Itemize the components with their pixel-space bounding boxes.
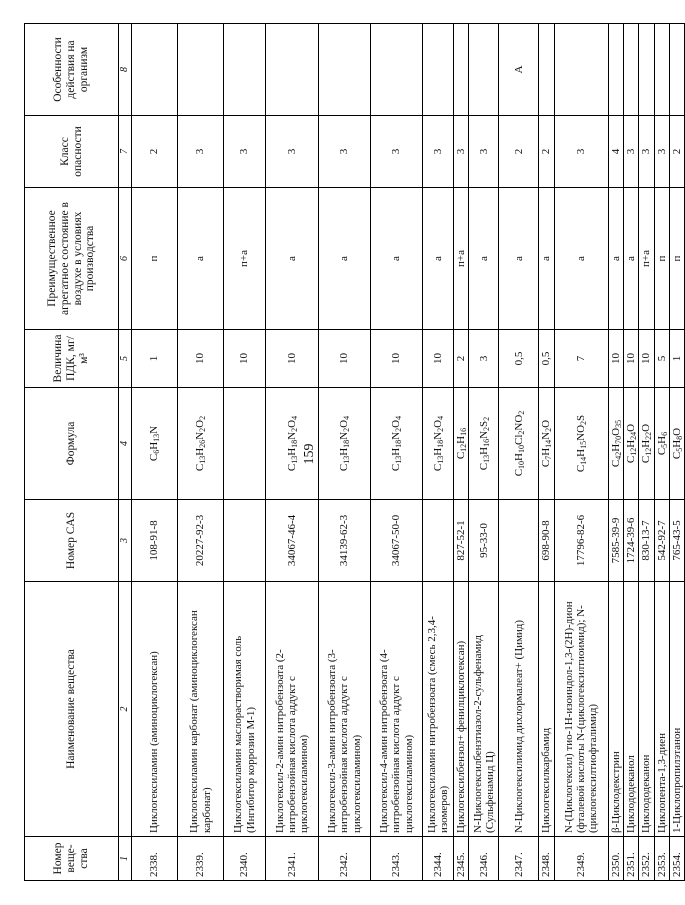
cas-number: 34139-62-3 bbox=[319, 500, 371, 582]
hazard-class: 3 bbox=[224, 116, 266, 188]
formula: $C_{12}H_{16}$ bbox=[454, 388, 469, 500]
row-number: 2350. bbox=[608, 837, 623, 881]
substance-name: N-Циклогексилимид дихлормалеат+ (Цимид) bbox=[499, 582, 539, 837]
substance-name: Циклогексиламин (аминоциклогексан) bbox=[132, 582, 178, 837]
cas-number: 830-13-7 bbox=[639, 500, 654, 582]
substance-name: Циклогексилбензол+ фенилциклогексан) bbox=[454, 582, 469, 837]
effect-note bbox=[669, 24, 684, 116]
col-index: 3 bbox=[119, 500, 132, 582]
formula: $C_{13}H_{18}N_2O_4$ bbox=[266, 388, 319, 500]
header-formula: Формула bbox=[25, 388, 119, 500]
hazard-class: 2 bbox=[499, 116, 539, 188]
effect-note bbox=[608, 24, 623, 116]
aggregate-state: п bbox=[132, 188, 178, 330]
cas-number: 542-92-7 bbox=[654, 500, 669, 582]
pdk-value: 10 bbox=[371, 330, 423, 388]
formula bbox=[224, 388, 266, 500]
header-name: Наименование вещества bbox=[25, 582, 119, 837]
substance-name: Циклододеканол bbox=[623, 582, 638, 837]
col-index: 1 bbox=[119, 837, 132, 881]
cas-number bbox=[224, 500, 266, 582]
substance-name: N-Циклогексилбензтиазол-2-сульфенамид (Сульфенамид Ц) bbox=[469, 582, 499, 837]
pdk-value: 10 bbox=[623, 330, 638, 388]
formula: $C_{13}H_{26}N_2O_2$ bbox=[178, 388, 224, 500]
cas-number: 1724-39-6 bbox=[623, 500, 638, 582]
page-number: 159 bbox=[302, 443, 317, 465]
table-row bbox=[499, 24, 539, 881]
aggregate-state: п+а bbox=[454, 188, 469, 330]
effect-note bbox=[132, 24, 178, 116]
aggregate-state: а bbox=[499, 188, 539, 330]
table-row bbox=[224, 24, 266, 881]
column-index-row bbox=[119, 24, 132, 881]
aggregate-state: п bbox=[669, 188, 684, 330]
hazard-class: 3 bbox=[371, 116, 423, 188]
table-row bbox=[623, 24, 638, 881]
table-row bbox=[132, 24, 178, 881]
pdk-value: 10 bbox=[224, 330, 266, 388]
aggregate-state: п+а bbox=[224, 188, 266, 330]
hazard-class: 4 bbox=[608, 116, 623, 188]
substance-name: Циклогексиламин нитробензоата (смесь 2,3,4-изомеров) bbox=[423, 582, 454, 837]
hazard-class: 3 bbox=[319, 116, 371, 188]
header-cas: Номер CAS bbox=[25, 500, 119, 582]
cas-number: 827-52-1 bbox=[454, 500, 469, 582]
row-number: 2342. bbox=[319, 837, 371, 881]
substance-name: Циклогексил-2-амин нитробензоата (2-нитробензойная кислота аддукт с циклогексиламином) bbox=[266, 582, 319, 837]
table-row bbox=[266, 24, 319, 881]
row-number: 2345. bbox=[454, 837, 469, 881]
hazard-class: 3 bbox=[454, 116, 469, 188]
table-row bbox=[669, 24, 684, 881]
cas-number: 17796-82-6 bbox=[554, 500, 608, 582]
row-number: 2353. bbox=[654, 837, 669, 881]
formula: $C_{42}H_{70}O_{35}$ bbox=[608, 388, 623, 500]
substance-name: Циклогексил-4-амин нитробензоата (4-нитробензойная кислота аддукт с циклогексиламином) bbox=[371, 582, 423, 837]
formula: $C_6H_{13}N$ bbox=[132, 388, 178, 500]
pdk-value: 1 bbox=[132, 330, 178, 388]
pdk-value: 0,5 bbox=[499, 330, 539, 388]
effect-note: А bbox=[499, 24, 539, 116]
table-row bbox=[454, 24, 469, 881]
effect-note bbox=[371, 24, 423, 116]
row-number: 2352. bbox=[639, 837, 654, 881]
row-number: 2354. bbox=[669, 837, 684, 881]
cas-number bbox=[499, 500, 539, 582]
cas-number: 20227-92-3 bbox=[178, 500, 224, 582]
header-state: Преимущественное агрегатное состояние в воздухе в условиях производства bbox=[25, 188, 119, 330]
table-row bbox=[654, 24, 669, 881]
hazard-class: 3 bbox=[178, 116, 224, 188]
formula: $C_{13}H_{18}N_2O_4$ bbox=[371, 388, 423, 500]
pdk-value: 10 bbox=[608, 330, 623, 388]
pdk-value: 10 bbox=[266, 330, 319, 388]
aggregate-state: п+а bbox=[639, 188, 654, 330]
col-index: 2 bbox=[119, 582, 132, 837]
substance-name: Циклогексиламин маслорастворимая соль (Ингибитор коррозии М-1) bbox=[224, 582, 266, 837]
effect-note bbox=[639, 24, 654, 116]
table-row bbox=[639, 24, 654, 881]
pdk-value: 2 bbox=[454, 330, 469, 388]
row-number: 2341. bbox=[266, 837, 319, 881]
substances-table bbox=[24, 23, 685, 881]
substance-name: 1-Циклопропилэтанон bbox=[669, 582, 684, 837]
effect-note bbox=[319, 24, 371, 116]
aggregate-state: а bbox=[623, 188, 638, 330]
col-index: 7 bbox=[119, 116, 132, 188]
formula: $C_{13}H_{18}N_2O_4$ bbox=[319, 388, 371, 500]
row-number: 2344. bbox=[423, 837, 454, 881]
cas-number: 34067-50-0 bbox=[371, 500, 423, 582]
substance-name: N-(Циклогексил) тио-1Н-изоиндол-1,3-(2Н)-дион (фталевой кислоты N-(циклогексилтиоимид); N-(циклогексилтиофталимид) bbox=[554, 582, 608, 837]
hazard-class: 2 bbox=[132, 116, 178, 188]
cas-number: 108-91-8 bbox=[132, 500, 178, 582]
col-index: 4 bbox=[119, 388, 132, 500]
pdk-value: 10 bbox=[178, 330, 224, 388]
row-number: 2347. bbox=[499, 837, 539, 881]
cas-number: 7585-39-9 bbox=[608, 500, 623, 582]
effect-note bbox=[423, 24, 454, 116]
pdk-value: 10 bbox=[639, 330, 654, 388]
pdk-value: 5 bbox=[654, 330, 669, 388]
table-row bbox=[319, 24, 371, 881]
substance-name: Циклододеканон bbox=[639, 582, 654, 837]
header-effect: Особенности действия на организм bbox=[25, 24, 119, 116]
hazard-class: 3 bbox=[266, 116, 319, 188]
row-number: 2346. bbox=[469, 837, 499, 881]
pdk-value: 10 bbox=[319, 330, 371, 388]
row-number: 2343. bbox=[371, 837, 423, 881]
aggregate-state: п bbox=[654, 188, 669, 330]
row-number: 2351. bbox=[623, 837, 638, 881]
aggregate-state: а bbox=[371, 188, 423, 330]
aggregate-state: а bbox=[554, 188, 608, 330]
col-index: 5 bbox=[119, 330, 132, 388]
row-number: 2340. bbox=[224, 837, 266, 881]
effect-note bbox=[539, 24, 554, 116]
aggregate-state: а bbox=[539, 188, 554, 330]
formula: $C_{13}H_{16}N_2S_2$ bbox=[469, 388, 499, 500]
table-row bbox=[469, 24, 499, 881]
table-row bbox=[423, 24, 454, 881]
effect-note bbox=[554, 24, 608, 116]
effect-note bbox=[469, 24, 499, 116]
substance-name: Циклопента-1,3-диен bbox=[654, 582, 669, 837]
table-body bbox=[132, 24, 685, 881]
aggregate-state: а bbox=[423, 188, 454, 330]
formula: $C_{13}H_{18}N_2O_4$ bbox=[423, 388, 454, 500]
header-number: Номер веще-ства bbox=[25, 837, 119, 881]
aggregate-state: а bbox=[469, 188, 499, 330]
row-number: 2348. bbox=[539, 837, 554, 881]
aggregate-state: а bbox=[608, 188, 623, 330]
rotated-table-container bbox=[24, 24, 684, 881]
aggregate-state: а bbox=[319, 188, 371, 330]
table-row bbox=[539, 24, 554, 881]
formula: $C_5H_6$ bbox=[654, 388, 669, 500]
formula: $C_5H_8O$ bbox=[669, 388, 684, 500]
substance-name: β-Циклодекстрин bbox=[608, 582, 623, 837]
col-index: 6 bbox=[119, 188, 132, 330]
pdk-value: 0,5 bbox=[539, 330, 554, 388]
formula: $C_{12}H_{22}O$ bbox=[639, 388, 654, 500]
header-pdk: Величина ПДК, мг/м³ bbox=[25, 330, 119, 388]
formula: $C_{12}H_{24}O$ bbox=[623, 388, 638, 500]
cas-number bbox=[423, 500, 454, 582]
hazard-class: 2 bbox=[669, 116, 684, 188]
formula: $C_{14}H_{15}NO_2S$ bbox=[554, 388, 608, 500]
cas-number: 95-33-0 bbox=[469, 500, 499, 582]
aggregate-state: а bbox=[266, 188, 319, 330]
header-class: Класс опасности bbox=[25, 116, 119, 188]
col-index: 8 bbox=[119, 24, 132, 116]
table-row bbox=[178, 24, 224, 881]
table-row bbox=[608, 24, 623, 881]
effect-note bbox=[266, 24, 319, 116]
row-number: 2339. bbox=[178, 837, 224, 881]
pdk-value: 10 bbox=[423, 330, 454, 388]
cas-number: 765-43-5 bbox=[669, 500, 684, 582]
effect-note bbox=[654, 24, 669, 116]
cas-number: 34067-46-4 bbox=[266, 500, 319, 582]
formula: $C_{10}H_{10}Cl_2NO_2$ bbox=[499, 388, 539, 500]
substance-name: Циклогексил-3-амин нитробензоата (3-нитробензойная кислота аддукт с циклогексиламином) bbox=[319, 582, 371, 837]
hazard-class: 3 bbox=[423, 116, 454, 188]
pdk-value: 3 bbox=[469, 330, 499, 388]
hazard-class: 3 bbox=[554, 116, 608, 188]
header-row bbox=[25, 24, 119, 881]
substance-name: Циклогексилкарбамид bbox=[539, 582, 554, 837]
hazard-class: 3 bbox=[654, 116, 669, 188]
hazard-class: 3 bbox=[623, 116, 638, 188]
pdk-value: 1 bbox=[669, 330, 684, 388]
table-row bbox=[554, 24, 608, 881]
formula: $C_7H_{14}N_2O$ bbox=[539, 388, 554, 500]
table-row bbox=[371, 24, 423, 881]
hazard-class: 2 bbox=[539, 116, 554, 188]
cas-number: 698-90-8 bbox=[539, 500, 554, 582]
substance-name: Циклогексиламин карбонат (аминоциклогексан карбонат) bbox=[178, 582, 224, 837]
hazard-class: 3 bbox=[469, 116, 499, 188]
row-number: 2338. bbox=[132, 837, 178, 881]
effect-note bbox=[623, 24, 638, 116]
effect-note bbox=[178, 24, 224, 116]
pdk-value: 7 bbox=[554, 330, 608, 388]
row-number: 2349. bbox=[554, 837, 608, 881]
hazard-class: 3 bbox=[639, 116, 654, 188]
aggregate-state: а bbox=[178, 188, 224, 330]
effect-note bbox=[224, 24, 266, 116]
effect-note bbox=[454, 24, 469, 116]
